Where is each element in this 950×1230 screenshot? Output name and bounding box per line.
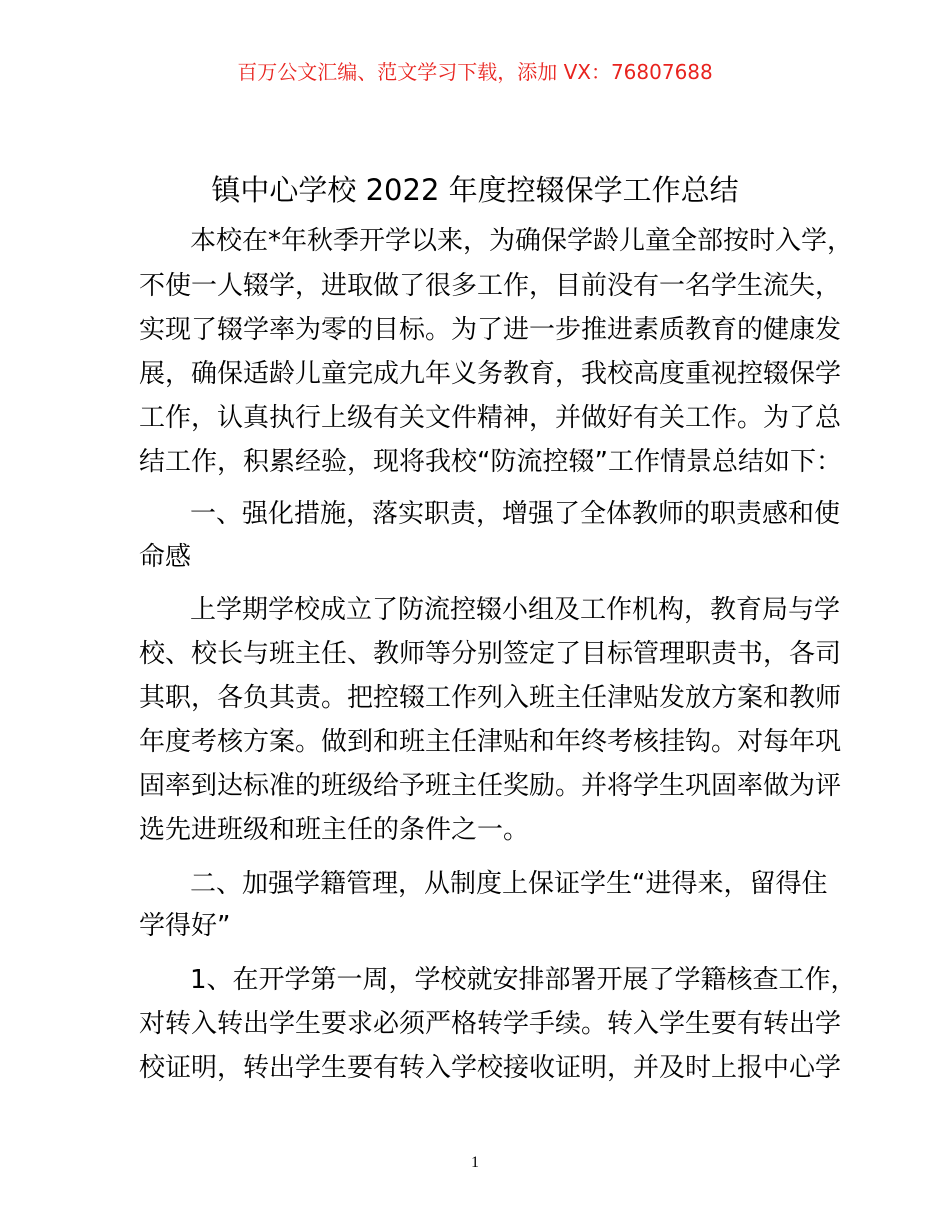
body-line: 工作，认真执行上级有关文件精神，并做好有关工作。为了总 [139,403,842,433]
page-number: 1 [471,1154,479,1171]
body-line: 一、强化措施，落实职责，增强了全体教师的职责感和使 [190,499,841,529]
body-line: 学得好” [139,911,231,941]
body-line: 对转入转出学生要求必须严格转学手续。转入学生要有转出学 [139,1009,842,1039]
watermark-header: 百万公文汇编、范文学习下载，添加 VX：76807688 [237,60,713,84]
document-title: 镇中心学校 2022 年度控辍保学工作总结 [211,173,739,207]
body-line: 实现了辍学率为零的目标。为了进一步推进素质教育的健康发 [139,315,842,345]
body-line: 校证明，转出学生要有转入学校接收证明，并及时上报中心学 [139,1053,842,1083]
body-line: 二、加强学籍管理，从制度上保证学生“进得来，留得住 [190,869,828,899]
body-line: 固率到达标准的班级给予班主任奖励。并将学生巩固率做为评 [139,771,842,801]
body-line: 校、校长与班主任、教师等分别签定了目标管理职责书，各司 [139,639,842,669]
body-line: 展，确保适龄儿童完成九年义务教育，我校高度重视控辍保学 [139,359,842,389]
body-line: 不使一人辍学，进取做了很多工作，目前没有一名学生流失， [139,271,842,301]
body-line: 选先进班级和班主任的条件之一。 [139,815,530,845]
body-line: 1、在开学第一周，学校就安排部署开展了学籍核查工作， [190,965,857,995]
body-line: 上学期学校成立了防流控辍小组及工作机构，教育局与学 [190,595,841,625]
body-line: 其职，各负其责。把控辍工作列入班主任津贴发放方案和教师 [139,683,842,713]
body-line: 命感 [139,542,192,572]
body-line: 年度考核方案。做到和班主任津贴和年终考核挂钩。对每年巩 [139,727,842,757]
body-line: 结工作，积累经验，现将我校“防流控辍”工作情景总结如下： [139,447,842,477]
body-line: 本校在*年秋季开学以来，为确保学龄儿童全部按时入学， [190,226,854,256]
